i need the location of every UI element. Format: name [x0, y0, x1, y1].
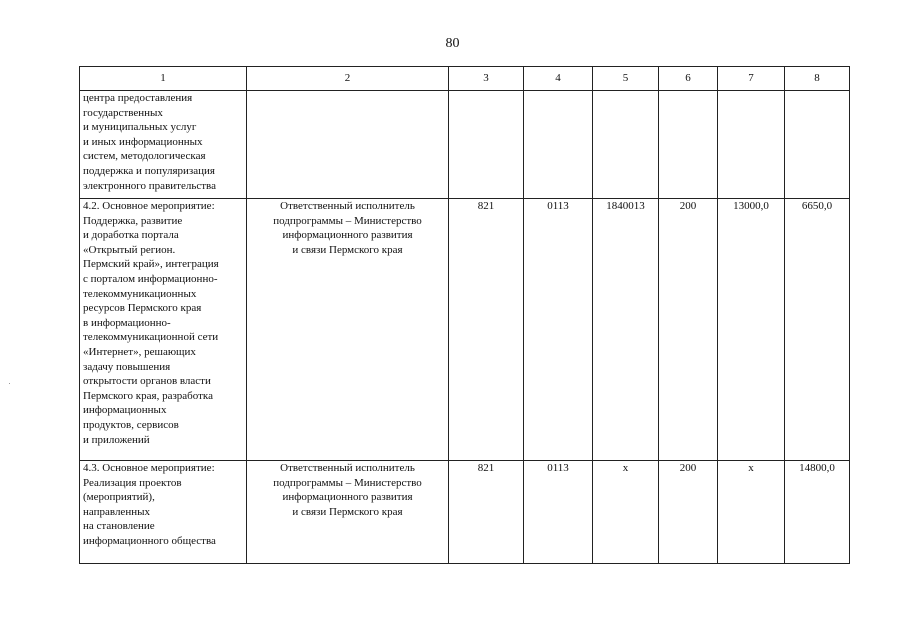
amount-cell — [718, 91, 785, 199]
expense-type-cell — [659, 91, 718, 199]
executor-cell: Ответственный исполнитель подпрограммы – Министерство информационного развития и связи Пермского края — [247, 199, 449, 461]
code-cell: 821 — [449, 461, 524, 564]
column-header: 6 — [659, 67, 718, 91]
column-header: 1 — [80, 67, 247, 91]
expense-type-cell: 200 — [659, 461, 718, 564]
amount-cell: 14800,0 — [785, 461, 850, 564]
table-row — [80, 199, 850, 461]
target-item-cell — [593, 91, 659, 199]
executor-cell: Ответственный исполнитель подпрограммы – Министерство информационного развития и связи Пермского края — [247, 461, 449, 564]
section-cell: 0113 — [524, 199, 593, 461]
table-row — [80, 91, 850, 199]
section-cell — [524, 91, 593, 199]
table-row — [80, 461, 850, 564]
measure-name-cell: центра предоставления государственных и муниципальных услуг и иных информационных систем, методологическая поддержка и популяризация электронного правительства — [80, 91, 247, 199]
column-header: 4 — [524, 67, 593, 91]
target-item-cell: 1840013 — [593, 199, 659, 461]
column-header: 2 — [247, 67, 449, 91]
amount-cell: х — [718, 461, 785, 564]
measure-name-cell: 4.2. Основное мероприятие: Поддержка, развитие и доработка портала «Открытый регион. Пермский край», интеграция с порталом информационно- телекоммуникационных ресурсов Пермского края в информационно- телекоммуникационной сети «Интернет», решающих задачу повышения открытости органов власти Пермского края, разработка информационных продуктов, сервисов и приложений — [80, 199, 247, 461]
code-cell: 821 — [449, 199, 524, 461]
section-cell: 0113 — [524, 461, 593, 564]
amount-cell: 13000,0 — [718, 199, 785, 461]
amount-cell — [785, 91, 850, 199]
amount-cell: 6650,0 — [785, 199, 850, 461]
code-cell — [449, 91, 524, 199]
table-header-row — [80, 67, 850, 91]
target-item-cell: х — [593, 461, 659, 564]
column-header: 8 — [785, 67, 850, 91]
column-header: 5 — [593, 67, 659, 91]
measure-name-cell: 4.3. Основное мероприятие: Реализация проектов (мероприятий), направленных на становление информационного общества — [80, 461, 247, 564]
column-header: 7 — [718, 67, 785, 91]
scan-artifact — [9, 383, 10, 384]
executor-cell — [247, 91, 449, 199]
column-header: 3 — [449, 67, 524, 91]
page-number: 80 — [445, 36, 460, 51]
expense-type-cell: 200 — [659, 199, 718, 461]
budget-table — [79, 66, 850, 564]
